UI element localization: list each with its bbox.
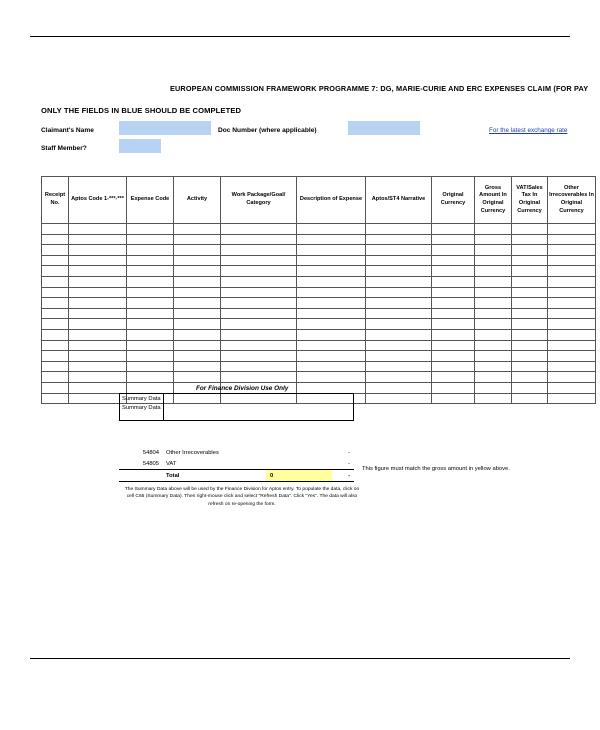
table-cell[interactable]	[69, 372, 127, 383]
table-cell[interactable]	[221, 329, 297, 340]
table-cell[interactable]	[512, 234, 548, 245]
table-cell[interactable]	[127, 298, 174, 309]
table-cell[interactable]	[69, 393, 127, 404]
table-cell[interactable]	[297, 372, 366, 383]
table-cell[interactable]	[127, 340, 174, 351]
table-cell[interactable]	[297, 245, 366, 256]
table-cell[interactable]	[512, 393, 548, 404]
table-cell[interactable]	[127, 255, 174, 266]
table-cell[interactable]	[297, 329, 366, 340]
table-row	[119, 447, 354, 458]
table-row	[42, 340, 596, 351]
top-divider	[30, 36, 570, 37]
table-cell[interactable]	[174, 245, 221, 256]
table-cell[interactable]	[366, 361, 432, 372]
staff-member-label: Staff Member?	[41, 145, 87, 152]
table-cell[interactable]	[42, 266, 69, 277]
table-cell[interactable]	[548, 298, 596, 309]
table-cell[interactable]	[297, 351, 366, 362]
table-cell[interactable]	[297, 308, 366, 319]
summary-data-line-2[interactable]: Summary Data	[122, 405, 161, 411]
table-row	[42, 361, 596, 372]
table-cell[interactable]	[366, 287, 432, 298]
table-cell[interactable]	[366, 224, 432, 235]
table-row	[42, 266, 596, 277]
table-cell[interactable]	[432, 308, 475, 319]
table-cell[interactable]	[127, 351, 174, 362]
table-row	[42, 276, 596, 287]
table-cell[interactable]	[69, 308, 127, 319]
table-cell[interactable]	[221, 234, 297, 245]
table-cell[interactable]	[42, 340, 69, 351]
table-cell[interactable]	[42, 224, 69, 235]
table-cell[interactable]	[69, 234, 127, 245]
table-row	[42, 329, 596, 340]
table-cell[interactable]	[69, 298, 127, 309]
table-cell[interactable]	[432, 319, 475, 330]
table-cell[interactable]	[297, 287, 366, 298]
table-cell[interactable]	[548, 361, 596, 372]
table-cell[interactable]	[42, 287, 69, 298]
table-cell[interactable]	[174, 329, 221, 340]
table-cell[interactable]	[174, 287, 221, 298]
totals-desc-2: VAT	[166, 460, 177, 467]
table-cell[interactable]	[366, 266, 432, 277]
table-cell[interactable]	[42, 234, 69, 245]
table-cell[interactable]	[475, 351, 512, 362]
table-cell[interactable]	[297, 266, 366, 277]
table-cell[interactable]	[69, 319, 127, 330]
table-cell[interactable]	[42, 329, 69, 340]
totals-total-value: 0	[266, 470, 332, 482]
table-cell[interactable]	[512, 361, 548, 372]
table-row	[42, 234, 596, 245]
table-cell[interactable]	[297, 224, 366, 235]
table-cell[interactable]	[548, 319, 596, 330]
table-cell[interactable]	[475, 393, 512, 404]
table-cell[interactable]	[432, 287, 475, 298]
table-cell[interactable]	[69, 266, 127, 277]
table-cell[interactable]	[366, 234, 432, 245]
table-cell[interactable]	[475, 372, 512, 383]
table-cell[interactable]	[42, 245, 69, 256]
table-cell[interactable]	[432, 351, 475, 362]
table-cell[interactable]	[475, 266, 512, 277]
table-cell[interactable]	[42, 351, 69, 362]
table-cell[interactable]	[174, 340, 221, 351]
table-row	[42, 351, 596, 362]
table-cell[interactable]	[512, 266, 548, 277]
table-cell[interactable]	[432, 382, 475, 393]
claimant-name-input[interactable]	[119, 121, 211, 135]
table-cell[interactable]	[548, 276, 596, 287]
table-cell[interactable]	[475, 255, 512, 266]
col-work-package: Work Package/Goal/ Category	[221, 177, 297, 224]
table-cell[interactable]	[221, 255, 297, 266]
summary-data-line-1[interactable]: Summary Data	[122, 396, 161, 402]
table-cell[interactable]	[366, 245, 432, 256]
table-cell[interactable]	[475, 319, 512, 330]
table-cell[interactable]	[432, 255, 475, 266]
table-cell[interactable]	[221, 340, 297, 351]
table-cell[interactable]	[127, 361, 174, 372]
doc-number-input[interactable]	[348, 121, 420, 135]
table-cell[interactable]	[297, 340, 366, 351]
table-cell[interactable]	[512, 351, 548, 362]
table-cell[interactable]	[69, 287, 127, 298]
table-cell[interactable]	[432, 393, 475, 404]
table-cell[interactable]	[69, 382, 127, 393]
table-cell[interactable]	[475, 234, 512, 245]
table-cell[interactable]	[297, 276, 366, 287]
col-receipt-no: Receipt No.	[42, 177, 69, 224]
table-cell[interactable]	[221, 287, 297, 298]
table-cell[interactable]	[221, 266, 297, 277]
table-cell[interactable]	[366, 298, 432, 309]
col-description: Description of Expense	[297, 177, 366, 224]
table-cell[interactable]	[512, 276, 548, 287]
expenses-table	[41, 176, 596, 404]
table-cell[interactable]	[548, 308, 596, 319]
table-cell[interactable]	[42, 255, 69, 266]
table-cell[interactable]	[548, 245, 596, 256]
summary-footnote: The Summary Data above will be used by the Finance Division for Aptos entry. To populate the data, click on cell C65 (Summary Data). Then right-mouse click and select "Refresh Data". Click "Yes". The data will also refresh on re-opening the form.	[124, 487, 360, 507]
exchange-rate-link[interactable]: For the latest exchange rate	[489, 127, 568, 134]
table-cell[interactable]	[127, 382, 174, 393]
table-cell[interactable]	[432, 276, 475, 287]
col-original-currency: Original Currency	[432, 177, 475, 224]
table-cell[interactable]	[475, 382, 512, 393]
table-cell[interactable]	[512, 372, 548, 383]
table-cell[interactable]	[432, 361, 475, 372]
table-cell[interactable]	[512, 298, 548, 309]
table-row	[42, 224, 596, 235]
table-row	[42, 298, 596, 309]
table-row	[42, 245, 596, 256]
table-cell[interactable]	[127, 308, 174, 319]
totals-code-1: 54804	[142, 449, 159, 456]
totals-total-spacer	[119, 470, 161, 482]
table-row	[42, 372, 596, 383]
table-cell[interactable]	[512, 329, 548, 340]
totals-total-row	[119, 470, 354, 482]
table-row	[42, 308, 596, 319]
doc-number-label: Doc Number (where applicable)	[218, 127, 317, 134]
table-cell[interactable]	[475, 245, 512, 256]
claimant-name-label: Claimant's Name	[41, 127, 94, 134]
table-cell[interactable]	[366, 351, 432, 362]
table-cell[interactable]	[221, 308, 297, 319]
finance-section-heading: For Finance Division Use Only	[196, 385, 289, 392]
table-cell[interactable]	[512, 340, 548, 351]
table-cell[interactable]	[174, 351, 221, 362]
table-cell[interactable]	[69, 224, 127, 235]
table-cell[interactable]	[366, 372, 432, 383]
table-cell[interactable]	[127, 329, 174, 340]
table-cell[interactable]	[69, 276, 127, 287]
table-cell[interactable]	[548, 266, 596, 277]
table-cell[interactable]	[174, 255, 221, 266]
table-cell[interactable]	[127, 319, 174, 330]
totals-total-dash: -	[332, 470, 354, 482]
table-cell[interactable]	[174, 361, 221, 372]
totals-dash-2: -	[348, 460, 350, 467]
table-cell[interactable]	[432, 224, 475, 235]
table-cell[interactable]	[548, 382, 596, 393]
table-row	[119, 458, 354, 470]
col-other-irrecoverables: Other Irrecoverables In Original Currency	[548, 177, 596, 224]
table-cell[interactable]	[69, 255, 127, 266]
table-cell[interactable]	[475, 329, 512, 340]
table-row	[42, 382, 596, 393]
totals-value-2	[266, 458, 332, 470]
table-cell[interactable]	[475, 298, 512, 309]
table-cell[interactable]	[548, 393, 596, 404]
table-cell[interactable]	[297, 319, 366, 330]
table-cell[interactable]	[174, 234, 221, 245]
table-cell[interactable]	[42, 276, 69, 287]
totals-note: This figure must match the gross amount in yellow above.	[362, 466, 510, 472]
totals-table	[119, 447, 354, 482]
table-cell[interactable]	[174, 319, 221, 330]
totals-dash-1: -	[348, 449, 350, 456]
totals-desc-1: Other Irrecoverables	[166, 449, 219, 456]
table-cell[interactable]	[512, 245, 548, 256]
table-cell[interactable]	[366, 308, 432, 319]
table-cell[interactable]	[366, 393, 432, 404]
table-cell[interactable]	[548, 255, 596, 266]
table-cell[interactable]	[548, 234, 596, 245]
table-row	[42, 255, 596, 266]
table-cell[interactable]	[221, 224, 297, 235]
table-cell[interactable]	[366, 319, 432, 330]
table-cell[interactable]	[127, 245, 174, 256]
table-cell[interactable]	[475, 224, 512, 235]
table-cell[interactable]	[221, 319, 297, 330]
col-activity: Activity	[174, 177, 221, 224]
table-cell[interactable]	[475, 308, 512, 319]
table-cell[interactable]	[297, 255, 366, 266]
table-cell[interactable]	[512, 224, 548, 235]
table-cell[interactable]	[475, 340, 512, 351]
table-cell[interactable]	[548, 287, 596, 298]
table-row	[42, 287, 596, 298]
table-row	[42, 319, 596, 330]
table-cell[interactable]	[42, 308, 69, 319]
table-cell[interactable]	[174, 266, 221, 277]
totals-value-1	[266, 447, 332, 458]
table-cell[interactable]	[127, 234, 174, 245]
table-cell[interactable]	[548, 224, 596, 235]
table-cell[interactable]	[221, 372, 297, 383]
table-cell[interactable]	[127, 224, 174, 235]
table-cell[interactable]	[221, 245, 297, 256]
table-cell[interactable]	[174, 308, 221, 319]
table-cell[interactable]	[127, 276, 174, 287]
table-cell[interactable]	[127, 372, 174, 383]
table-cell[interactable]	[366, 276, 432, 287]
bottom-divider	[30, 658, 570, 659]
table-cell[interactable]	[42, 319, 69, 330]
table-cell[interactable]	[512, 287, 548, 298]
table-header-row	[42, 177, 596, 224]
table-cell[interactable]	[548, 372, 596, 383]
table-cell[interactable]	[475, 287, 512, 298]
table-cell[interactable]	[69, 340, 127, 351]
table-cell[interactable]	[221, 276, 297, 287]
col-vat: VAT/Sales Tax In Original Currency	[512, 177, 548, 224]
col-gross-amount: Gross Amount In Original Currency	[475, 177, 512, 224]
table-cell[interactable]	[297, 234, 366, 245]
col-expense-code: Expense Code	[127, 177, 174, 224]
table-cell[interactable]	[69, 361, 127, 372]
table-cell[interactable]	[174, 276, 221, 287]
form-instruction: ONLY THE FIELDS IN BLUE SHOULD BE COMPLETED	[41, 106, 242, 115]
table-cell[interactable]	[432, 245, 475, 256]
table-cell[interactable]	[42, 393, 69, 404]
table-cell[interactable]	[221, 351, 297, 362]
table-cell[interactable]	[174, 298, 221, 309]
table-cell[interactable]	[42, 382, 69, 393]
table-cell[interactable]	[512, 319, 548, 330]
table-cell[interactable]	[432, 340, 475, 351]
table-cell[interactable]	[42, 298, 69, 309]
table-cell[interactable]	[221, 361, 297, 372]
table-cell[interactable]	[512, 382, 548, 393]
table-cell[interactable]	[432, 372, 475, 383]
table-cell[interactable]	[69, 329, 127, 340]
table-cell[interactable]	[221, 298, 297, 309]
table-cell[interactable]	[512, 308, 548, 319]
table-body	[42, 224, 596, 404]
table-cell[interactable]	[432, 298, 475, 309]
page-title: EUROPEAN COMMISSION FRAMEWORK PROGRAMME 7: DG, MARIE-CURIE AND ERC EXPENSES CLAIM (FOR PAY	[170, 84, 589, 93]
col-narrative: Aptos/ST4 Narrative	[366, 177, 432, 224]
table-cell[interactable]	[174, 372, 221, 383]
table-cell[interactable]	[366, 255, 432, 266]
table-cell[interactable]	[475, 276, 512, 287]
table-cell[interactable]	[432, 329, 475, 340]
table-cell[interactable]	[127, 287, 174, 298]
table-cell[interactable]	[548, 351, 596, 362]
table-cell[interactable]	[69, 351, 127, 362]
table-cell[interactable]	[42, 372, 69, 383]
table-cell[interactable]	[69, 245, 127, 256]
staff-member-input[interactable]	[119, 139, 161, 153]
totals-total-label: Total	[161, 470, 266, 482]
table-cell[interactable]	[297, 361, 366, 372]
col-aptos-code: Aptos Code 1-***-***	[69, 177, 127, 224]
totals-code-2: 54805	[142, 460, 159, 467]
table-cell[interactable]	[127, 266, 174, 277]
table-cell[interactable]	[366, 340, 432, 351]
table-cell[interactable]	[432, 234, 475, 245]
table-cell[interactable]	[366, 329, 432, 340]
table-cell[interactable]	[366, 382, 432, 393]
table-cell[interactable]	[174, 224, 221, 235]
table-cell[interactable]	[297, 298, 366, 309]
table-cell[interactable]	[512, 255, 548, 266]
table-cell[interactable]	[297, 382, 366, 393]
table-cell[interactable]	[42, 361, 69, 372]
table-cell[interactable]	[432, 266, 475, 277]
table-cell[interactable]	[548, 340, 596, 351]
table-cell[interactable]	[548, 329, 596, 340]
table-cell[interactable]	[475, 361, 512, 372]
